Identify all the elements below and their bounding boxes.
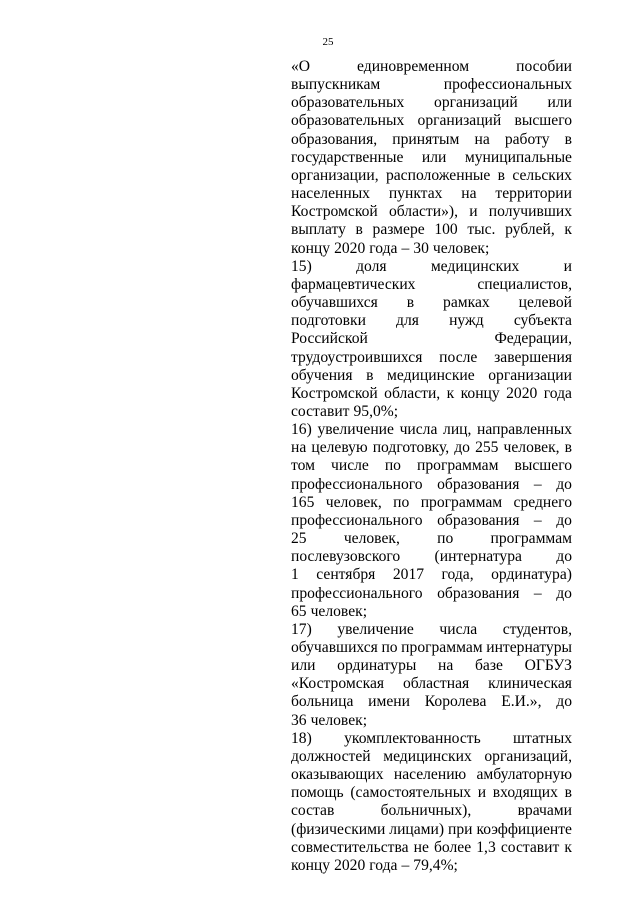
text-line: профессионального образования – до xyxy=(291,475,572,493)
text-line: на целевую подготовку, до 255 человек, в xyxy=(291,439,572,457)
text-line: 18) укомплектованность штатных xyxy=(291,729,572,747)
page-number-text: 25 xyxy=(322,36,334,48)
text-line: составит 95,0%; xyxy=(291,402,399,420)
text-line: государственные или муниципальные xyxy=(291,148,572,166)
text-line: оказывающих населению амбулаторную xyxy=(291,766,572,784)
text-line: выпускникам профессиональных xyxy=(291,76,572,94)
text-line: послевузовского (интернатура до xyxy=(291,548,572,566)
text-line: 65 человек; xyxy=(291,602,368,620)
text-line: 36 человек; xyxy=(291,711,368,729)
text-line: обучавшихся по программам интернатуры xyxy=(291,639,572,656)
text-line: 1 сентября 2017 года, ординатура) xyxy=(291,566,572,584)
text-line: профессионального образования – до xyxy=(291,584,572,602)
text-line: концу 2020 года – 30 человек; xyxy=(291,239,490,257)
text-line: организации, расположенные в сельских xyxy=(291,166,572,184)
text-line: 165 человек, по программам среднего xyxy=(291,493,572,511)
text-line: должностей медицинских организаций, xyxy=(291,747,572,765)
text-line: 16) увеличение числа лиц, направленных xyxy=(291,421,572,439)
page-number xyxy=(0,36,640,48)
text-line: «Костромская областная клиническая xyxy=(291,675,572,693)
text-line: состав больничных), врачами xyxy=(291,802,572,820)
text-line: или ординатуры на базе ОГБУЗ xyxy=(291,657,572,675)
text-line: 15) доля медицинских и xyxy=(291,257,572,275)
text-line: образования, принятым на работу в xyxy=(291,130,572,148)
text-line: совместительства не более 1,3 составит к xyxy=(291,838,572,856)
text-line: «О единовременном пособии xyxy=(291,58,572,75)
text-line: помощь (самостоятельных и входящих в xyxy=(291,784,572,802)
document-body xyxy=(291,58,572,875)
text-line: 25 человек, по программам xyxy=(291,530,572,548)
text-line: Костромской области»), и получивших xyxy=(291,203,572,221)
text-line: обучавшихся в рамках целевой xyxy=(291,294,572,312)
text-line: больница имени Королева Е.И.», до xyxy=(291,693,572,711)
text-line: образовательных организаций высшего xyxy=(291,112,572,130)
text-line: 17) увеличение числа студентов, xyxy=(291,620,572,638)
text-line: Костромской области, к концу 2020 года xyxy=(291,384,572,402)
text-line: том числе по программам высшего xyxy=(291,457,572,475)
text-line: выплату в размере 100 тыс. рублей, к xyxy=(291,221,572,239)
text-line: Российской Федерации, xyxy=(291,330,572,348)
text-line: концу 2020 года – 79,4%; xyxy=(291,856,458,874)
text-line: подготовки для нужд субъекта xyxy=(291,312,572,330)
text-line: образовательных организаций или xyxy=(291,94,572,112)
text-line: обучения в медицинские организации xyxy=(291,366,572,384)
text-line: (физическими лицами) при коэффициенте xyxy=(291,820,572,838)
text-line: фармацевтических специалистов, xyxy=(291,275,572,293)
text-line: населенных пунктах на территории xyxy=(291,185,572,203)
text-line: трудоустроившихся после завершения xyxy=(291,348,572,366)
text-line: профессионального образования – до xyxy=(291,511,572,529)
